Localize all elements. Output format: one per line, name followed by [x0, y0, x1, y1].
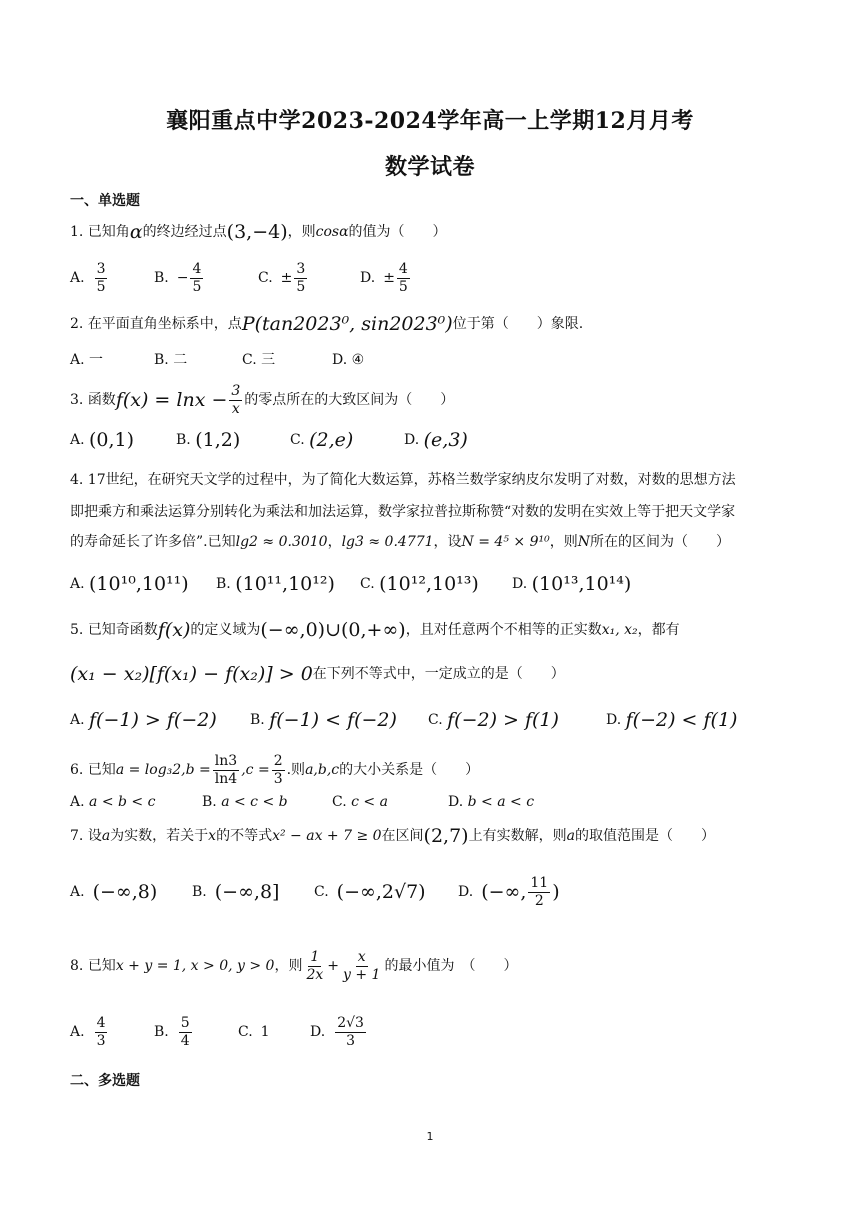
option-c[interactable]: C. f(−2) > f(1): [428, 709, 559, 731]
option-c[interactable]: C. 三: [242, 352, 276, 368]
option-b[interactable]: B. (10¹¹,10¹²): [216, 573, 335, 595]
page-number: 1: [426, 1130, 434, 1143]
question-5-line-1: 5. 已知奇函数f(x)的定义域为(−∞,0)∪(0,+∞)，且对任意两个不相等的正实数x₁, x₂，都有: [70, 619, 680, 641]
option-a[interactable]: A. $\frac{4}{3}$: [70, 1014, 106, 1049]
option-d[interactable]: D. b < a < c: [448, 794, 535, 810]
option-b[interactable]: B. 二: [154, 352, 188, 368]
option-d[interactable]: D. (e,3): [404, 429, 468, 451]
question-4-line-1: 4. 17世纪，在研究天文学的过程中，为了简化大数运算，苏格兰数学家纳皮尔发明了对数，对数的思想方法: [70, 472, 736, 488]
question-6: 6. 已知a = log₃2,b = $\frac{\ln 3}{\ln 4}$ ,c = $\frac{2}{3}$ .则a,b,c的大小关系是（ ）: [70, 753, 480, 787]
option-c[interactable]: C. (10¹²,10¹³): [360, 573, 479, 595]
option-c[interactable]: C. 1: [238, 1024, 270, 1040]
option-d[interactable]: D. f(−2) < f(1): [606, 709, 738, 731]
option-b[interactable]: B. (−∞,8]: [192, 881, 280, 903]
section-multi-choice: 二、多选题: [70, 1073, 140, 1089]
option-c[interactable]: C. (2,e): [290, 429, 354, 451]
exam-subtitle: 数学试卷: [384, 154, 475, 180]
exam-title: 襄阳重点中学2023-2024学年高一上学期12月月考: [166, 108, 694, 134]
question-1: 1. 已知角α的终边经过点(3,−4)，则cosα的值为（ ）: [70, 221, 447, 243]
question-3: 3. 函数f(x) = lnx − $\frac{3}{x}$ 的零点所在的大致区间为（ ）: [70, 383, 455, 417]
option-a[interactable]: A. f(−1) > f(−2): [70, 709, 217, 731]
option-c[interactable]: C. (−∞,2√7): [314, 881, 426, 903]
option-a[interactable]: A. (10¹⁰,10¹¹): [70, 573, 189, 595]
option-b[interactable]: B. f(−1) < f(−2): [250, 709, 397, 731]
option-a[interactable]: A. $\frac{3}{5}$: [70, 260, 106, 295]
question-8-options: [70, 1010, 670, 1054]
option-c[interactable]: C. c < a: [332, 794, 388, 810]
option-b[interactable]: B. − $\frac{4}{5}$: [154, 260, 202, 295]
option-a[interactable]: A. (0,1): [70, 429, 135, 451]
option-b[interactable]: B. $\frac{5}{4}$: [154, 1014, 190, 1049]
option-b[interactable]: B. a < c < b: [202, 794, 288, 810]
question-4-line-2: 即把乘方和乘法运算分别转化为乘法和加法运算，数学家拉普拉斯称赞“对数的发明在实效上等于把天文学家: [70, 504, 736, 520]
option-d[interactable]: D. (10¹³,10¹⁴): [512, 573, 632, 595]
option-a[interactable]: A. 一: [70, 352, 104, 368]
option-b[interactable]: B. (1,2): [176, 429, 241, 451]
option-d[interactable]: D. ④: [332, 352, 365, 368]
question-1-options: [70, 256, 770, 300]
section-single-choice: 一、单选题: [70, 193, 140, 209]
option-c[interactable]: C. ± $\frac{3}{5}$: [258, 260, 306, 295]
question-7-options: [70, 870, 670, 914]
option-d[interactable]: D. ± $\frac{4}{5}$: [360, 260, 408, 295]
option-d[interactable]: D. $\frac{2√3}{3}$: [310, 1014, 364, 1049]
question-4-line-3: 的寿命延长了许多倍”.已知lg2 ≈ 0.3010，lg3 ≈ 0.4771，设N = 4⁵ × 9¹⁰，则N所在的区间为（ ）: [70, 534, 730, 550]
question-8: 8. 已知x + y = 1, x > 0, y > 0，则 $\frac{1}{2x}$ + $\frac{x}{y + 1}$ 的最小值为 （ ）: [70, 949, 518, 983]
option-a[interactable]: A. (−∞,8): [70, 881, 158, 903]
question-7: 7. 设a为实数，若关于x的不等式x² − ax + 7 ≥ 0在区间(2,7)上有实数解，则a的取值范围是（ ）: [70, 825, 715, 847]
question-5-line-2: (x₁ − x₂)[f(x₁) − f(x₂)] > 0在下列不等式中，一定成立的是（ ）: [70, 663, 565, 685]
option-a[interactable]: A. a < b < c: [70, 794, 156, 810]
option-d[interactable]: D. (−∞, $\frac{11}{2}$ ): [458, 874, 560, 909]
question-2: 2. 在平面直角坐标系中，点P(tan2023⁰, sin2023⁰)位于第（ ）象限.: [70, 313, 584, 335]
